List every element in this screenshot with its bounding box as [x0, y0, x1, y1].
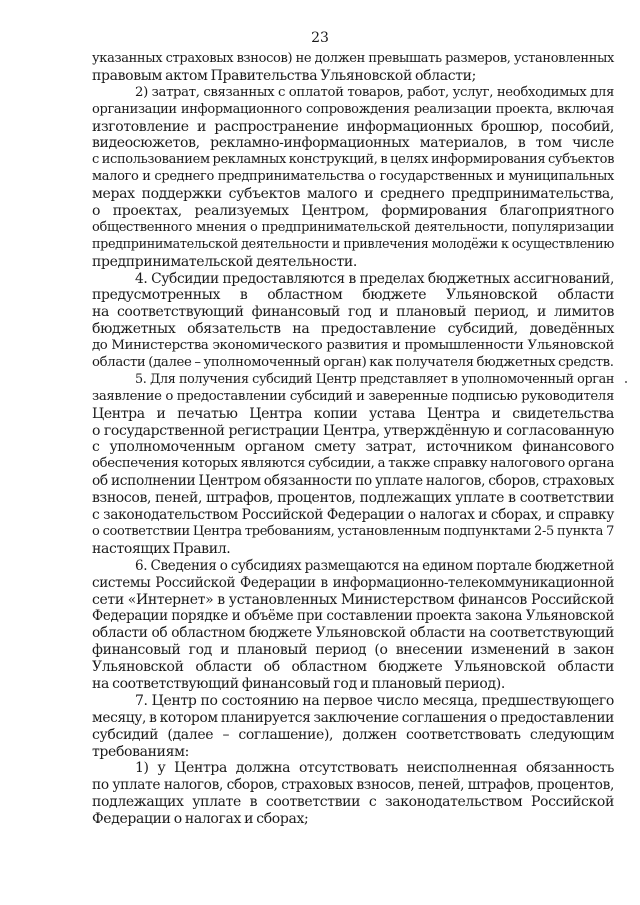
text-line: организации информационного сопровождения реализации проекта, включая — [92, 101, 614, 117]
text-line: предпринимательской деятельности. — [92, 253, 357, 270]
text-line: малого и среднего предпринимательства о государственных и муниципальных — [92, 169, 614, 185]
text-line: месяцу, в котором планируется заключение соглашения о предоставлении — [92, 709, 614, 726]
text-line: 6. Сведения о субсидиях размещаются на едином портале бюджетной — [135, 557, 614, 574]
text-line: бюджетных обязательств на предоставление субсидий, доведённых — [92, 321, 614, 338]
text-line: области об областном бюджете Ульяновской области на соответствующий — [92, 625, 614, 642]
text-line: общественного мнения о предпринимательской деятельности, популяризации — [92, 219, 614, 235]
text-line: требованиям: — [92, 743, 189, 760]
text-line: до Министерства экономического развития и промышленности Ульяновской — [92, 338, 614, 354]
text-line: на соответствующий финансовый год и плановый период, и лимитов — [92, 304, 614, 321]
text-line: предпринимательской деятельности и привлечения молодёжи к осуществлению — [92, 236, 614, 252]
text-line: настоящих Правил. — [92, 540, 231, 557]
text-line: обеспечения которых являются субсидии, а также справку налогового органа — [92, 456, 614, 472]
text-line: 2) затрат, связанных с оплатой товаров, работ, услуг, необходимых для — [135, 84, 614, 100]
text-line: подлежащих уплате в соответствии с законодательством Российской — [92, 794, 614, 811]
text-line: об исполнении Центром обязанности по уплате налогов, сборов, страховых — [92, 473, 614, 490]
text-line: с уполномоченным органом смету затрат, источником финансового — [92, 439, 614, 456]
text-line: субсидий (далее – соглашение), должен соответствовать следующим — [92, 726, 614, 743]
page-number: 23 — [311, 30, 329, 46]
text-line: с законодательством Российской Федерации о налогах и сборах, и справку — [92, 507, 614, 524]
text-line: предусмотренных в областном бюджете Ульяновской области — [92, 287, 614, 304]
text-line: 7. Центр по состоянию на первое число месяца, предшествующего — [135, 692, 614, 709]
text-line: Ульяновской области об областном бюджете Ульяновской области — [92, 659, 614, 676]
text-line: на соответствующий финансовый год и плановый период). — [92, 675, 505, 692]
text-line: системы Российской Федерации в информационно-телекоммуникационной — [92, 574, 614, 591]
text-line: финансовый год и плановый период (о внесении изменений в закон — [92, 642, 614, 659]
text-line: правовым актом Правительства Ульяновской области; — [92, 67, 476, 84]
text-line: 1) у Центра должна отсутствовать неисполненная обязанность — [135, 760, 614, 777]
text-line: о соответствии Центра требованиям, установленным подпунктами 2-5 пункта 7 — [92, 523, 614, 539]
text-line: Федерации порядке и объёме при составлении проекта закона Ульяновской — [92, 608, 614, 625]
text-line: видеосюжетов, рекламно-информационных материалов, в том числе — [92, 135, 614, 152]
text-line: о проектах, реализуемых Центром, формирования благоприятного — [92, 203, 614, 220]
text-line: с использованием рекламных конструкций, в целях информирования субъектов — [92, 152, 615, 168]
text-line: изготовление и распространение информационных брошюр, пособий, — [92, 118, 614, 135]
text-line: Федерации о налогах и сборах; — [92, 811, 309, 828]
text-line: 5. Для получения субсидий Центр представляет в уполномоченный орган — [135, 371, 614, 387]
scan-artifact-dot — [625, 381, 627, 383]
text-line: взносов, пеней, штрафов, процентов, подлежащих уплате в соответствии — [92, 490, 614, 507]
text-line: по уплате налогов, сборов, страховых взносов, пеней, штрафов, процентов, — [92, 777, 614, 794]
text-line: Центра и печатью Центра копии устава Центра и свидетельства — [92, 405, 614, 422]
text-line: 4. Субсидии предоставляются в пределах бюджетных ассигнований, — [135, 270, 614, 287]
document-body — [92, 51, 614, 828]
text-line: сети «Интернет» в установленных Министерством финансов Российской — [92, 591, 614, 608]
text-line: мерах поддержки субъектов малого и среднего предпринимательства, — [92, 186, 614, 203]
text-line: указанных страховых взносов) не должен превышать размеров, установленных — [92, 51, 614, 66]
text-line: области (далее – уполномоченный орган) как получателя бюджетных средств. — [92, 355, 614, 371]
text-line: о государственной регистрации Центра, утверждённую и согласованную — [92, 422, 614, 439]
text-line: заявление о предоставлении субсидий и заверенные подписью руководителя — [92, 388, 614, 404]
